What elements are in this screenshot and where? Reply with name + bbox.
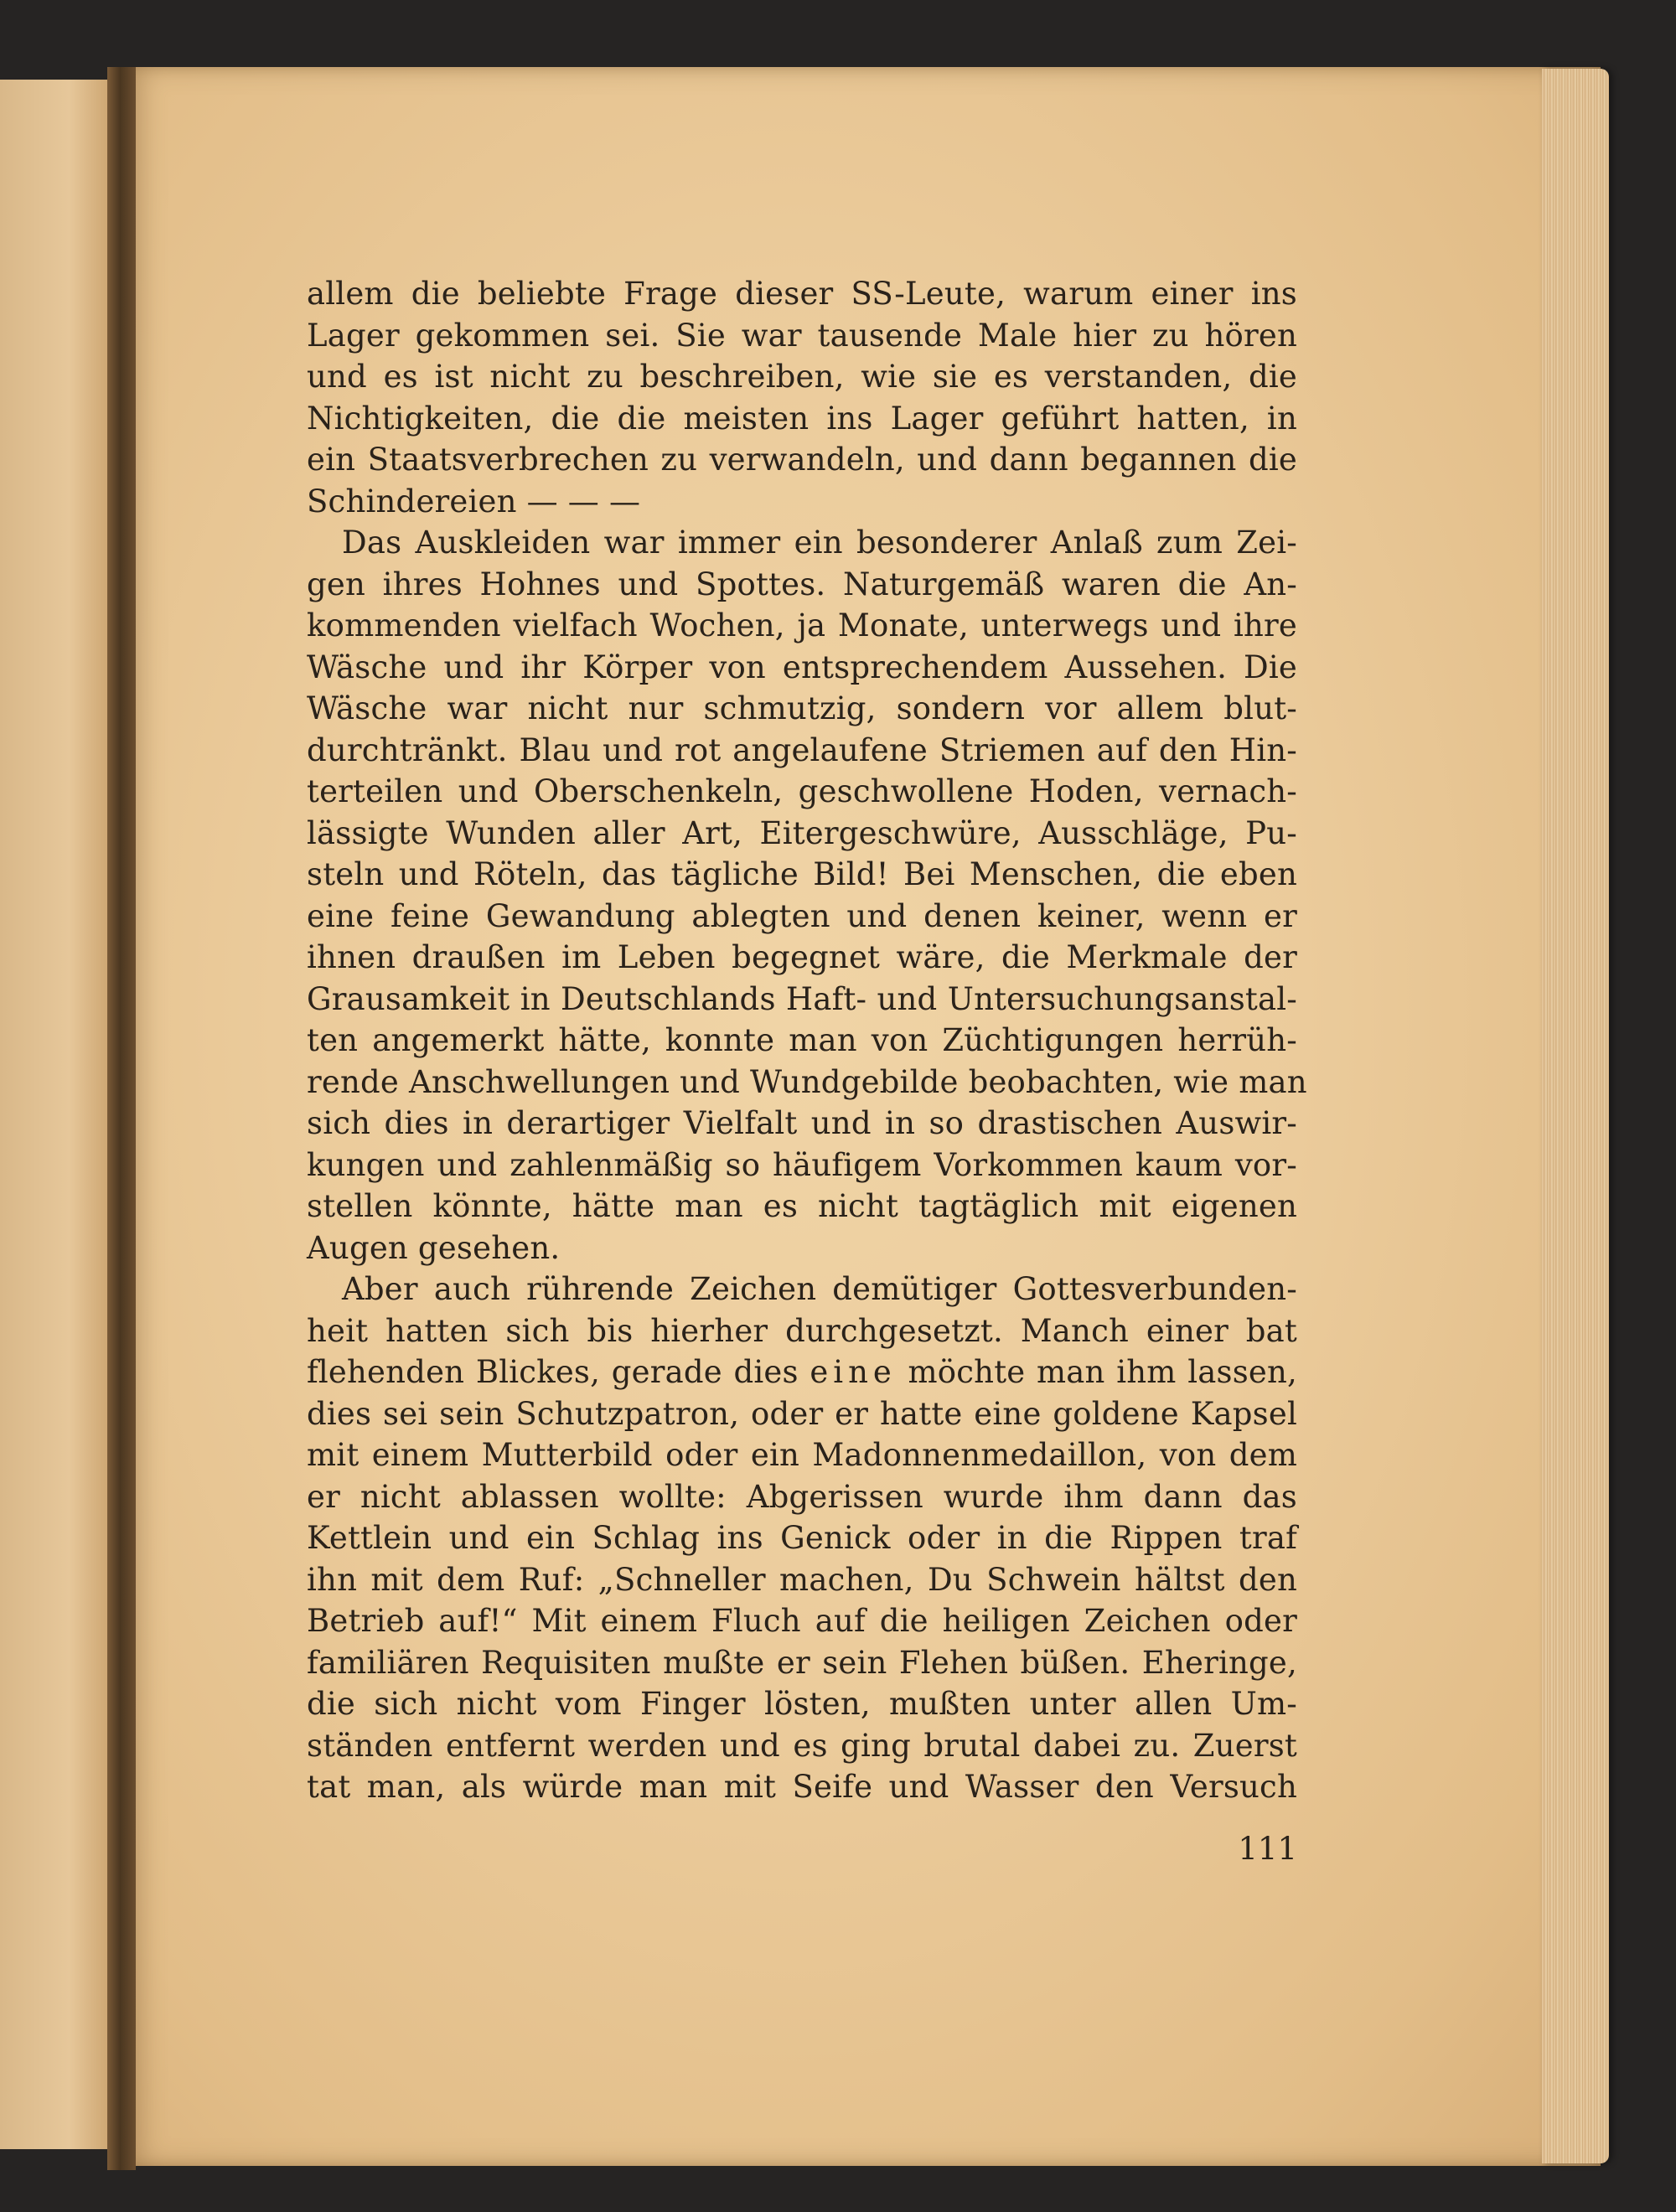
text-line: Kettlein und ein Schlag ins Genick oder in die Rippen traf xyxy=(307,1520,1297,1556)
text-line: familiären Requisiten mußte er sein Flehen büßen. Eheringe, xyxy=(307,1644,1297,1681)
text-line: ihnen draußen im Leben begegnet wäre, die Merkmale der xyxy=(307,939,1297,975)
text-line: kungen und zahlenmäßig so häufigem Vorkommen kaum vor- xyxy=(307,1146,1297,1183)
text-line: Nichtigkeiten, die die meisten ins Lager geführt hatten, in xyxy=(307,400,1297,437)
text-line: lässigte Wunden aller Art, Eitergeschwüre, Ausschläge, Pu- xyxy=(307,814,1297,851)
page-stack-edges xyxy=(1542,69,1609,2163)
body-text xyxy=(307,273,1307,1808)
text-line: ten angemerkt hätte, konnte man von Züchtigungen herrüh- xyxy=(307,1022,1297,1058)
text-line: heit hatten sich bis hierher durchgesetzt. Manch einer bat xyxy=(307,1312,1297,1349)
paragraph xyxy=(307,273,1297,522)
text-line: die sich nicht vom Finger lösten, mußten unter allen Um- xyxy=(307,1686,1297,1722)
text-line xyxy=(307,1351,1297,1393)
text-line: stellen könnte, hätte man es nicht tagtäglich mit eigenen xyxy=(307,1188,1297,1224)
text-line: Wäsche war nicht nur schmutzig, sondern vor allem blut- xyxy=(307,690,1297,726)
text-line: Grausamkeit in Deutschlands Haft- und Untersuchungsanstal- xyxy=(307,980,1297,1017)
page-number: 111 xyxy=(1238,1831,1297,1867)
text-line: kommenden vielfach Wochen, ja Monate, unterwegs und ihre xyxy=(307,607,1297,643)
text-line: durchtränkt. Blau und rot angelaufene Striemen auf den Hin- xyxy=(307,731,1297,768)
text-line: sich dies in derartiger Vielfalt und in so drastischen Auswir- xyxy=(307,1105,1297,1141)
text-line: ein Staatsverbrechen zu verwandeln, und dann begannen die xyxy=(307,442,1297,478)
text-line: mit einem Mutterbild oder ein Madonnenmedaillon, von dem xyxy=(307,1437,1297,1473)
text-line: rende Anschwellungen und Wundgebilde beobachten, wie man xyxy=(307,1063,1307,1100)
text-fragment: flehenden Blickes, gerade dies xyxy=(307,1354,799,1390)
text-line: dies sei sein Schutzpatron, oder er hatte eine goldene Kapsel xyxy=(307,1395,1297,1432)
text-line: er nicht ablassen wollte: Abgerissen wurde ihm dann das xyxy=(307,1478,1297,1515)
text-line: ihn mit dem Ruf: „Schneller machen, Du Schwein hältst den xyxy=(307,1561,1297,1598)
book-gutter xyxy=(107,67,136,2170)
text-line: terteilen und Oberschenkeln, geschwollene Hoden, vernach- xyxy=(307,773,1297,809)
text-line: ständen entfernt werden und es ging brutal dabei zu. Zuerst xyxy=(307,1727,1297,1764)
text-line: tat man, als würde man mit Seife und Wasser den Versuch xyxy=(307,1769,1297,1805)
text-line: und es ist nicht zu beschreiben, wie sie es verstanden, die xyxy=(307,359,1297,395)
text-line: Betrieb auf!“ Mit einem Fluch auf die heiligen Zeichen oder xyxy=(307,1603,1297,1639)
paragraph xyxy=(307,522,1307,1269)
emphasized-word: eine xyxy=(810,1354,897,1390)
text-line: gen ihres Hohnes und Spottes. Naturgemäß waren die An- xyxy=(307,566,1297,602)
text-fragment: möchte man ihm lassen, xyxy=(908,1354,1297,1390)
text-line: eine feine Gewandung ablegten und denen keiner, wenn er xyxy=(307,897,1297,934)
text-line: Aber auch rührende Zeichen demütiger Gottesverbunden- xyxy=(342,1271,1297,1307)
text-line: steln und Röteln, das tägliche Bild! Bei Menschen, die eben xyxy=(307,856,1297,892)
text-line: Lager gekommen sei. Sie war tausende Male hier zu hören xyxy=(307,317,1297,354)
paragraph xyxy=(307,1269,1297,1808)
text-line: allem die beliebte Frage dieser SS-Leute, warum einer ins xyxy=(307,276,1297,312)
text-line: Schindereien — — — xyxy=(307,483,641,519)
text-line: Augen gesehen. xyxy=(307,1229,561,1266)
text-line: Das Auskleiden war immer ein besonderer Anlaß zum Zei- xyxy=(342,525,1297,561)
text-line: Wäsche und ihr Körper von entsprechendem Aussehen. Die xyxy=(307,649,1297,685)
